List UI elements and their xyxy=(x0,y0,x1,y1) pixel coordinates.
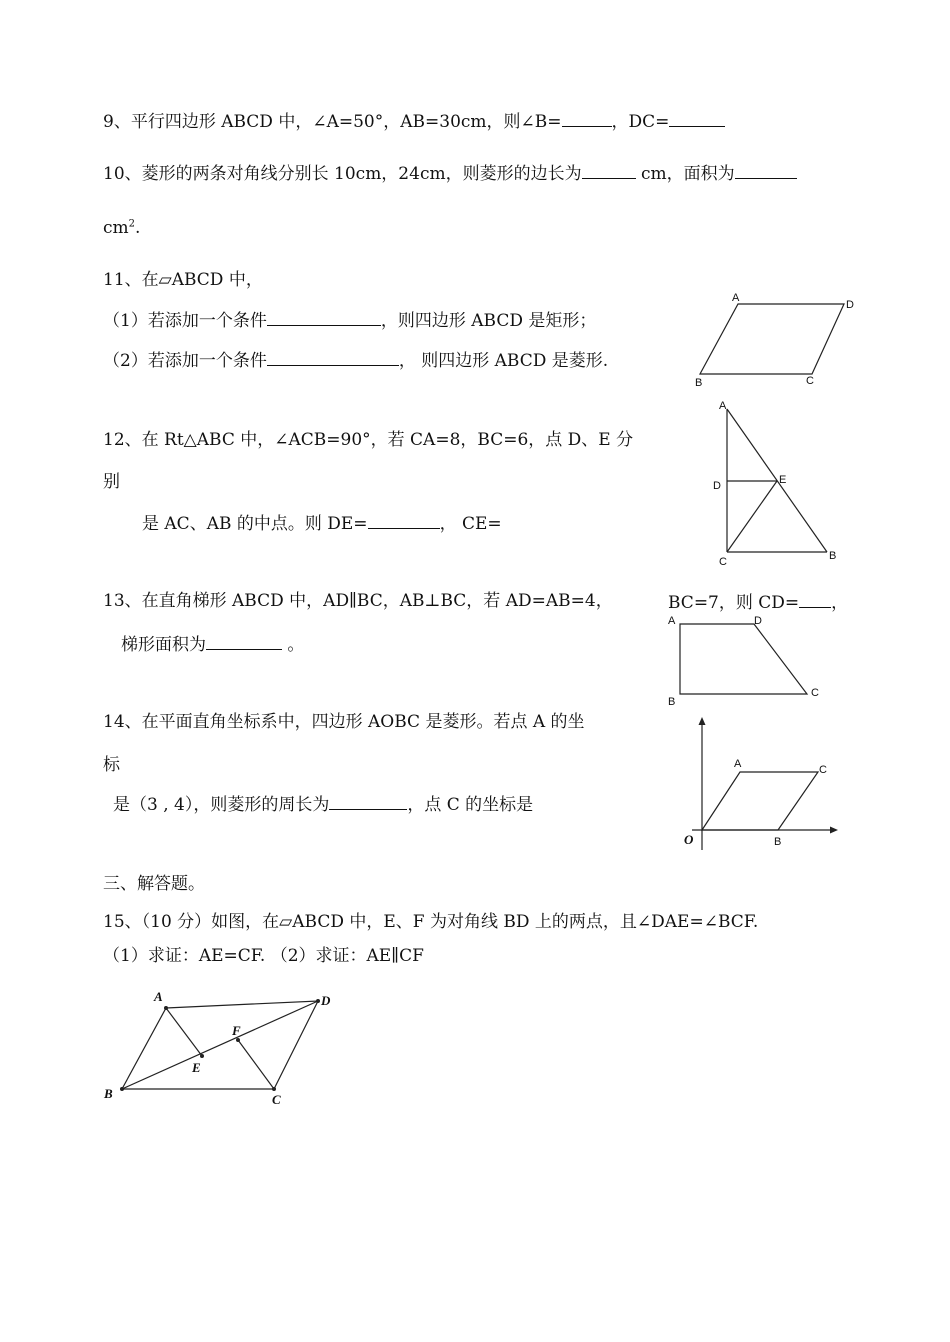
question-14-line-2: 标 xyxy=(103,755,120,775)
label-O: O xyxy=(684,832,694,847)
label-C: C xyxy=(806,375,814,387)
label-C: C xyxy=(272,1092,281,1107)
question-11-title: 11、在▱ABCD 中， xyxy=(103,270,263,290)
label-B: B xyxy=(104,1086,113,1101)
label-E: E xyxy=(192,1060,201,1075)
label-A: A xyxy=(668,615,676,627)
label-D: D xyxy=(713,480,721,492)
label-C: C xyxy=(719,556,727,568)
question-12-line-3: 是 AC、AB 的中点。则 DE= ， CE= xyxy=(142,514,502,534)
question-10: 10、菱形的两条对角线分别长 10cm，24cm，则菱形的边长为 cm，面积为 xyxy=(103,162,797,184)
answer-blank[interactable] xyxy=(329,793,407,810)
question-11-part-1: （1）若添加一个条件 ，则四边形 ABCD 是矩形； xyxy=(103,311,597,331)
question-15-line-2: （1）求证：AE=CF. （2）求证：AE∥CF xyxy=(103,946,424,966)
question-12-line-2: 别 xyxy=(103,472,120,492)
label-E: E xyxy=(779,474,787,486)
answer-blank[interactable] xyxy=(669,110,725,127)
question-13-line-1b: BC=7，则 CD= ， xyxy=(668,593,849,613)
label-C: C xyxy=(811,687,819,699)
label-B: B xyxy=(668,696,676,708)
label-B: B xyxy=(829,550,837,562)
trapezoid-figure xyxy=(660,610,830,710)
label-F: F xyxy=(232,1023,241,1038)
question-13-line-1: 13、在直角梯形 ABCD 中，AD∥BC，AB⊥BC，若 AD=AB=4， xyxy=(103,591,613,611)
section-heading: 三、解答题。 xyxy=(103,874,205,894)
question-11-part-2: （2）若添加一个条件 ， 则四边形 ABCD 是菱形. xyxy=(103,351,609,371)
label-D: D xyxy=(846,299,854,311)
question-13-line-2: 梯形面积为 。 xyxy=(121,635,305,655)
segment-AE xyxy=(166,1008,202,1056)
segment-CF xyxy=(238,1040,274,1089)
answer-blank[interactable] xyxy=(799,591,831,608)
question-14-line-1: 14、在平面直角坐标系中，四边形 AOBC 是菱形。若点 A 的坐 xyxy=(103,712,585,732)
answer-blank[interactable] xyxy=(368,512,440,529)
question-12-line-1: 12、在 Rt△ABC 中，∠ACB=90°，若 CA=8，BC=6，点 D、E 分 xyxy=(103,430,634,450)
answer-blank[interactable] xyxy=(582,162,636,179)
rhombus-shape xyxy=(702,772,818,830)
parallelogram-shape xyxy=(700,304,844,374)
answer-blank[interactable] xyxy=(267,349,399,366)
label-C: C xyxy=(819,764,827,776)
label-D: D xyxy=(754,615,762,627)
answer-blank[interactable] xyxy=(267,309,381,326)
label-A: A xyxy=(734,758,742,770)
trapezoid-shape xyxy=(680,624,807,694)
diagonal-BD xyxy=(122,1001,318,1089)
parallelogram-diagonal-figure xyxy=(100,985,350,1115)
label-D: D xyxy=(321,993,331,1008)
right-triangle-figure xyxy=(705,395,845,570)
label-B: B xyxy=(695,377,703,389)
answer-blank[interactable] xyxy=(206,633,282,650)
parallelogram-figure xyxy=(690,290,860,390)
answer-blank[interactable] xyxy=(562,110,612,127)
coordinate-rhombus-figure xyxy=(678,715,848,855)
label-A: A xyxy=(732,292,740,304)
label-A: A xyxy=(719,400,727,412)
answer-blank[interactable] xyxy=(735,162,797,179)
question-9: 9、平行四边形 ABCD 中，∠A=50°，AB=30cm，则∠B= ，DC= xyxy=(103,110,725,132)
label-A: A xyxy=(154,989,163,1004)
question-10-unit: $cm^2$. xyxy=(103,218,141,238)
question-14-line-3: 是（3 , 4），则菱形的周长为 ，点 C 的坐标是 xyxy=(113,795,534,815)
label-B: B xyxy=(774,836,782,848)
question-15-line-1: 15、（10 分）如图，在▱ABCD 中，E、F 为对角线 BD 上的两点，且∠DAE=∠BCF. xyxy=(103,912,759,932)
